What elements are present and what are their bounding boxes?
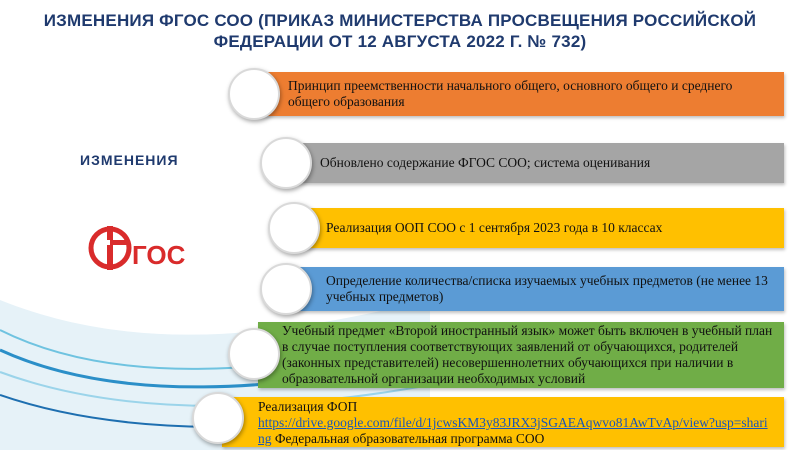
item-6-circle [192, 392, 244, 444]
fgos-logo [88, 220, 188, 275]
item-5-circle [228, 328, 280, 380]
page-title: ИЗМЕНЕНИЯ ФГОС СОО (ПРИКАЗ МИНИСТЕРСТВА ПРОСВЕЩЕНИЯ РОССИЙСКОЙ ФЕДЕРАЦИИ ОТ 12 АВГУСТА 2022 Г. № 732) [43, 11, 757, 51]
item-3-bar [298, 208, 784, 248]
item-4-text: Определение количества/списка изучаемых учебных предметов (не менее 13 учебных предметов) [326, 273, 768, 304]
item-2-text: Обновлено содержание ФГОС СОО; система оценивания [320, 155, 651, 170]
item-3-text: Реализация ООП СОО с 1 сентября 2023 года в 10 классах [326, 220, 663, 235]
section-label: ИЗМЕНЕНИЯ [80, 152, 179, 168]
item-6-suffix: Федеральная образовательная программа СОО [271, 431, 545, 446]
item-5-bar [258, 322, 784, 388]
item-1-text: Принцип преемственности начального общего, основного общего и среднего общего образования [288, 78, 733, 109]
item-1-bar [258, 72, 784, 116]
item-6-prefix: Реализация ФОП [258, 399, 358, 414]
logo-text: ГОС [132, 240, 186, 270]
item-4-circle [260, 263, 312, 315]
item-4-bar [290, 267, 784, 311]
item-2-circle [260, 137, 312, 189]
fop-link[interactable]: https://drive.google.com/file/d/1jcwsKM3y83JRX3jSGAEAqwvo81AwTvAp/view?usp=sharing [258, 415, 768, 446]
item-2-bar [290, 143, 784, 183]
item-6-bar [222, 397, 784, 447]
item-1-circle [228, 68, 280, 120]
item-5-text: Учебный предмет «Второй иностранный язык» может быть включен в учебный план в случае поступления соответствующих заявлений от обучающихся, родителей (законных представителей) несовершеннолетних обучающихся при наличии в образовательной организации необходимых условий [282, 323, 773, 386]
item-3-circle [268, 202, 320, 254]
